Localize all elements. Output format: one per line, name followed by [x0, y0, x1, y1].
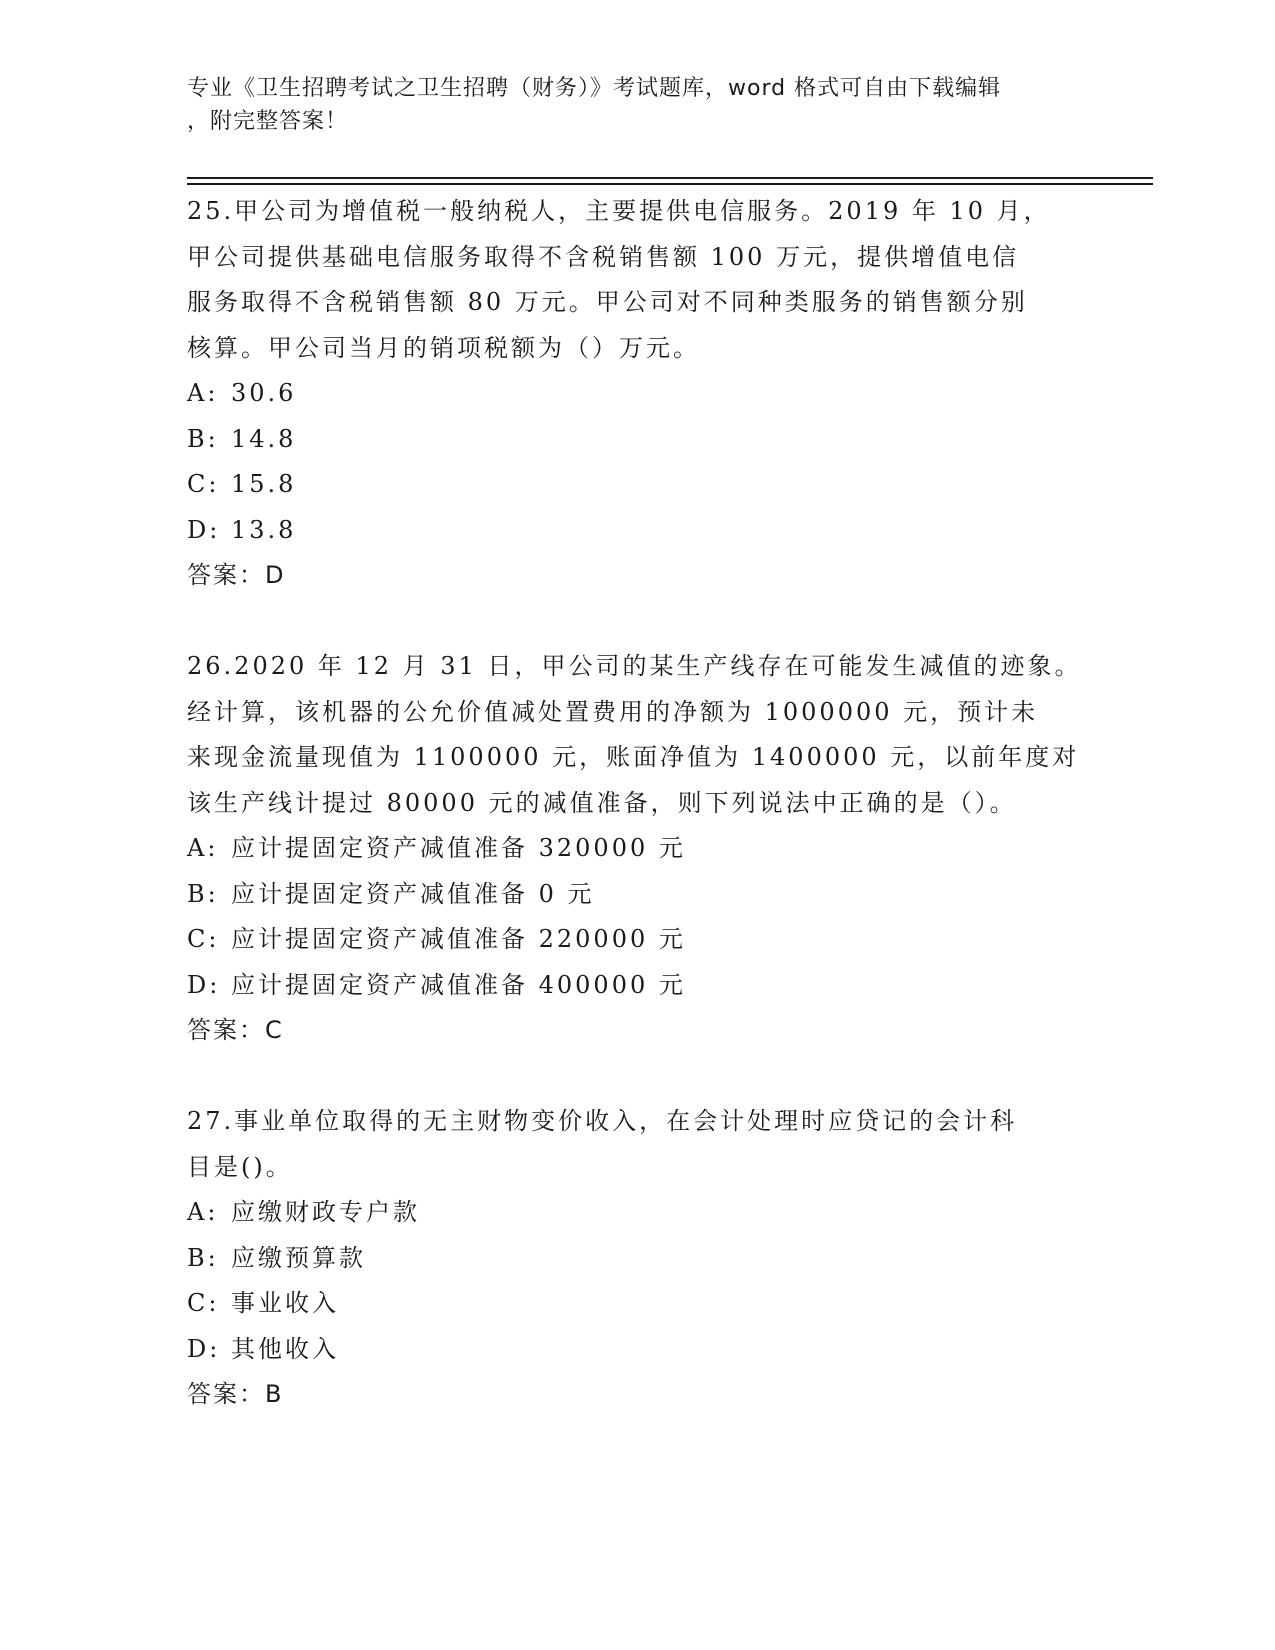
option-text: 30.6 [231, 379, 297, 407]
option-text: 应计提固定资产减值准备 400000 元 [231, 970, 686, 999]
question-25 [187, 189, 1087, 599]
option-a [187, 826, 1087, 872]
option-key: D: [187, 970, 221, 999]
question-27 [187, 1099, 1087, 1418]
question-stem-line: 核算。甲公司当月的销项税额为（）万元。 [187, 333, 700, 362]
option-key: A: [187, 379, 219, 407]
answer-line: 答案：B [187, 1380, 284, 1408]
option-key: B: [187, 1243, 219, 1272]
document-header [187, 72, 1087, 138]
option-key: D: [187, 515, 221, 544]
option-a [187, 371, 1087, 417]
question-stem-line: 25.甲公司为增值税一般纳税人，主要提供电信服务。2019 年 10 月， [187, 197, 1051, 225]
option-a [187, 1190, 1087, 1236]
option-text: 应缴预算款 [231, 1243, 366, 1272]
option-key: A: [187, 834, 219, 862]
option-text: 事业收入 [231, 1289, 339, 1317]
option-key: B: [187, 879, 219, 908]
option-text: 应计提固定资产减值准备 220000 元 [231, 925, 686, 953]
option-key: D: [187, 1334, 221, 1363]
option-b [187, 417, 1087, 463]
question-stem-line: 服务取得不含税销售额 80 万元。甲公司对不同种类服务的销售额分别 [187, 288, 1028, 316]
question-stem-line: 27.事业单位取得的无主财物变价收入，在会计处理时应贷记的会计科 [187, 1107, 1018, 1135]
question-stem-line: 26.2020 年 12 月 31 日，甲公司的某生产线存在可能发生减值的迹象。 [187, 652, 1082, 680]
option-c [187, 917, 1087, 963]
option-key: A: [187, 1198, 219, 1226]
option-text: 15.8 [231, 470, 297, 498]
option-c [187, 462, 1087, 508]
option-d [187, 1327, 1087, 1373]
option-key: C: [187, 925, 220, 953]
option-b [187, 872, 1087, 918]
header-divider-bottom [187, 183, 1153, 185]
option-c [187, 1281, 1087, 1327]
answer-line: 答案：D [187, 561, 286, 589]
option-text: 应计提固定资产减值准备 320000 元 [231, 834, 686, 862]
option-key: C: [187, 1289, 220, 1317]
question-stem-line: 目是()。 [187, 1152, 293, 1181]
option-text: 14.8 [231, 424, 297, 453]
header-line-2: ，附完整答案！ [187, 109, 349, 134]
option-key: B: [187, 424, 219, 453]
option-d [187, 508, 1087, 554]
option-text: 应缴财政专户款 [231, 1198, 420, 1226]
question-stem-line: 该生产线计提过 80000 元的减值准备，则下列说法中正确的是（）。 [187, 788, 1017, 817]
option-text: 应计提固定资产减值准备 0 元 [231, 879, 595, 908]
option-text: 其他收入 [231, 1334, 339, 1363]
option-text: 13.8 [231, 515, 297, 544]
answer-line: 答案：C [187, 1016, 284, 1044]
option-d [187, 963, 1087, 1009]
question-stem-line: 经计算，该机器的公允价值减处置费用的净额为 1000000 元，预计未 [187, 697, 1039, 726]
option-b [187, 1236, 1087, 1282]
header-divider-top [187, 177, 1153, 179]
header-line-1: 专业《卫生招聘考试之卫生招聘（财务）》考试题库，word 格式可自由下载编辑 [187, 76, 1002, 101]
option-key: C: [187, 470, 220, 498]
question-26 [187, 644, 1087, 1054]
question-stem-line: 来现金流量现值为 1100000 元，账面净值为 1400000 元，以前年度对 [187, 743, 1080, 771]
question-stem-line: 甲公司提供基础电信服务取得不含税销售额 100 万元，提供增值电信 [187, 242, 1020, 271]
